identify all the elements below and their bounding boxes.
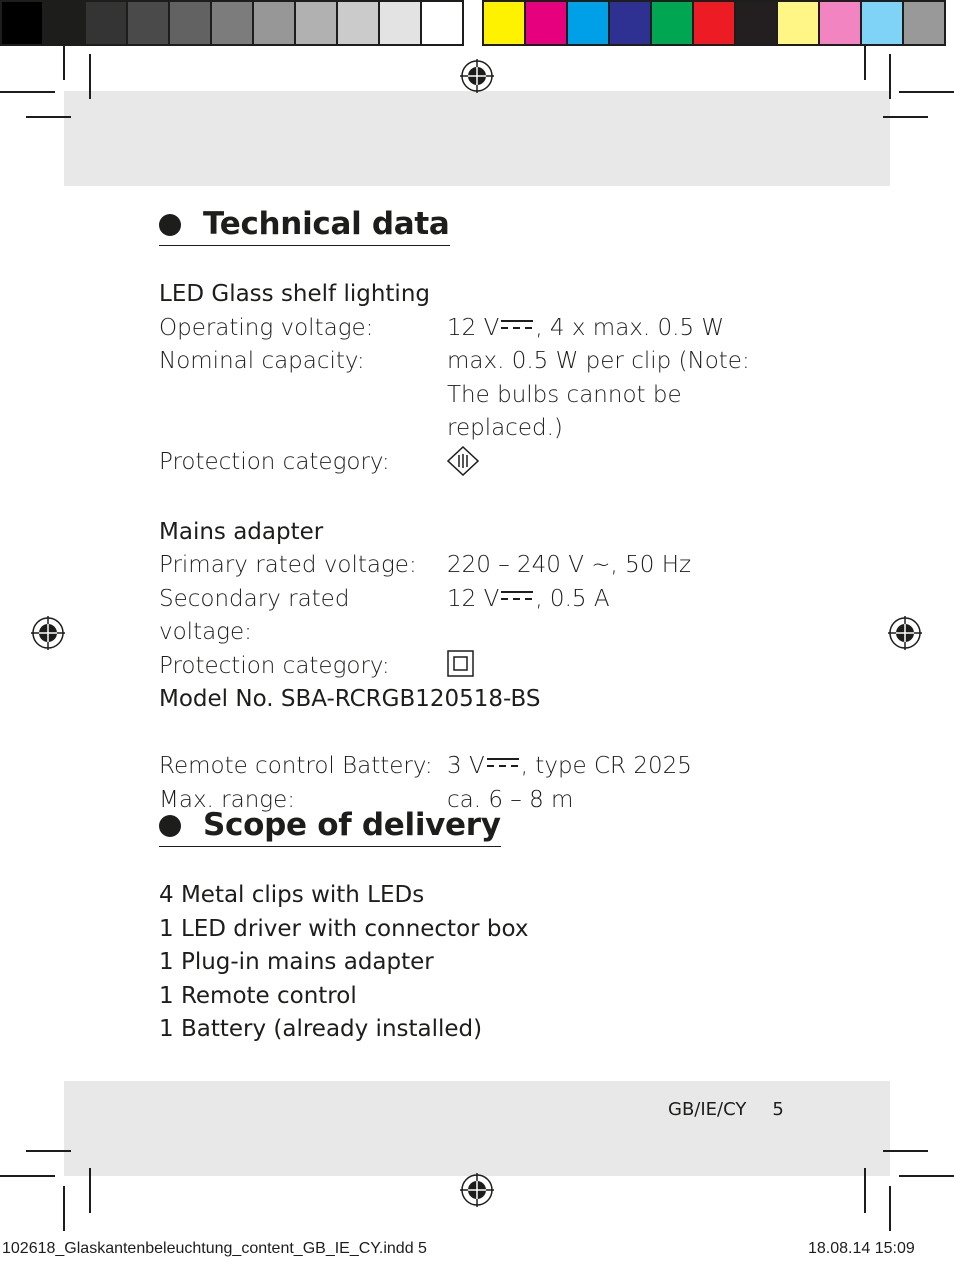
colour-swatch — [482, 0, 524, 46]
max-range-row: Max. range: ca. 6 – 8 m — [159, 786, 574, 813]
list-item: 4 Metal clips with LEDs — [159, 882, 425, 908]
registration-mark-icon — [460, 1173, 494, 1207]
protection-class-iii-icon — [447, 446, 479, 476]
colour-swatch — [650, 0, 692, 46]
colour-swatch — [84, 0, 126, 46]
colour-swatch — [168, 0, 210, 46]
nominal-capacity-row: Nominal capacity: max. 0.5 W per clip (Note: The bulbs cannot be replaced.) — [159, 348, 750, 441]
registration-mark-icon — [888, 616, 922, 650]
technical-data-list — [159, 278, 859, 817]
colour-control-bar-left — [0, 0, 464, 46]
crop-mark — [883, 116, 928, 118]
secondary-voltage-row: Secondary rated voltage: 12 V , 0.5 A — [159, 585, 610, 645]
operating-voltage-row: Operating voltage: 12 V , 4 x max. 0.5 W — [159, 314, 725, 341]
crop-mark — [26, 116, 71, 118]
crop-mark — [89, 54, 91, 99]
protection-category-row: Protection category: — [159, 446, 859, 483]
colour-swatch — [734, 0, 776, 46]
region-code: GB/IE/CY — [668, 1099, 747, 1120]
colour-swatch — [210, 0, 252, 46]
footer-band — [64, 1081, 890, 1176]
header-band — [64, 91, 890, 186]
crop-mark — [89, 1168, 91, 1213]
crop-mark — [63, 46, 65, 80]
crop-mark — [883, 1150, 928, 1152]
colour-swatch — [378, 0, 420, 46]
crop-mark — [864, 46, 866, 80]
colour-swatch — [818, 0, 860, 46]
page-footer — [668, 1099, 810, 1120]
protection-class-ii-icon — [447, 650, 474, 677]
colour-swatch — [902, 0, 946, 46]
primary-voltage-row: Primary rated voltage: 220 – 240 V ~, 50 Hz — [159, 552, 692, 578]
product-name: LED Glass shelf lighting — [159, 281, 431, 307]
scope-of-delivery-section — [159, 807, 859, 847]
crop-mark — [26, 1150, 71, 1152]
colour-swatch — [608, 0, 650, 46]
colour-control-bar-right — [482, 0, 946, 46]
colour-swatch — [0, 0, 42, 46]
list-item: 1 Plug-in mains adapter — [159, 949, 434, 975]
direct-current-icon — [487, 756, 519, 770]
crop-mark — [0, 1175, 55, 1177]
list-item: 1 LED driver with connector box — [159, 915, 529, 942]
crop-mark — [889, 54, 891, 99]
colour-swatch — [776, 0, 818, 46]
colour-swatch — [420, 0, 464, 46]
colour-swatch — [524, 0, 566, 46]
colour-swatch — [42, 0, 84, 46]
technical-data-heading: Technical data — [159, 206, 450, 246]
colour-swatch — [294, 0, 336, 46]
delivery-list — [159, 879, 859, 1047]
page-number: 5 — [772, 1099, 784, 1120]
crop-mark — [899, 1175, 954, 1177]
date-slug: 18.08.14 15:09 — [808, 1240, 915, 1257]
list-item: 1 Remote control — [159, 982, 357, 1009]
protection-category-row: Protection category: — [159, 650, 859, 684]
model-number: Model No. SBA-RCRGB120518-BS — [159, 686, 541, 712]
crop-mark — [899, 91, 954, 93]
mains-adapter-title: Mains adapter — [159, 518, 324, 545]
crop-mark — [889, 1186, 891, 1231]
scope-of-delivery-heading: Scope of delivery — [159, 807, 501, 847]
crop-mark — [864, 1168, 866, 1213]
registration-mark-icon — [460, 59, 494, 93]
crop-mark — [63, 1186, 65, 1231]
file-slug: 102618_Glaskantenbeleuchtung_content_GB_IE_CY.indd 5 — [2, 1240, 427, 1257]
colour-swatch — [336, 0, 378, 46]
direct-current-icon — [501, 318, 533, 332]
registration-mark-icon — [31, 616, 65, 650]
technical-data-section — [159, 206, 859, 246]
direct-current-icon — [501, 589, 533, 603]
colour-swatch — [252, 0, 294, 46]
colour-swatch — [692, 0, 734, 46]
battery-row: Remote control Battery: 3 V , type CR 2025 — [159, 753, 692, 779]
colour-swatch — [566, 0, 608, 46]
bullet-dot-icon — [159, 815, 181, 837]
colour-swatch — [860, 0, 902, 46]
bullet-dot-icon — [159, 214, 181, 236]
crop-mark — [0, 91, 55, 93]
list-item: 1 Battery (already installed) — [159, 1016, 483, 1042]
colour-swatch — [126, 0, 168, 46]
